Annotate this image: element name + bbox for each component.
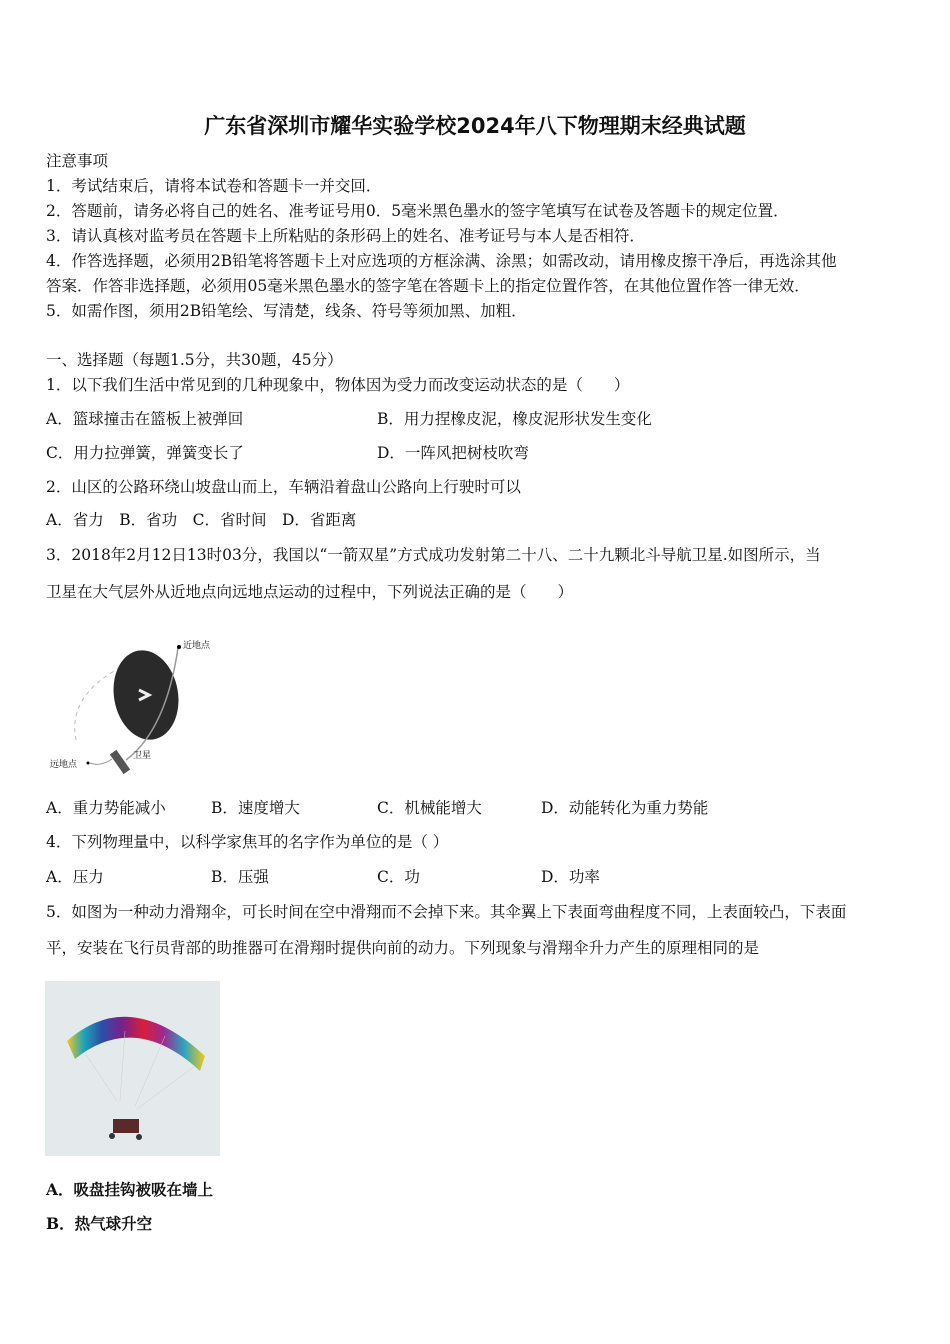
option-a: A．篮球撞击在篮板上被弹回: [46, 410, 244, 428]
question-5: 5．如图为一种动力滑翔伞，可长时间在空中滑翔而不会掉下来。其伞翼上下表面弯曲程度不同，上表面较凸，下表面: [46, 903, 847, 921]
question-3: 3．2018年2月12日13时03分，我国以“一箭双星”方式成功发射第二十八、二十九颗北斗导航卫星.如图所示，当: [46, 546, 821, 564]
option-d: D．一阵风把树枝吹弯: [377, 444, 529, 462]
option-a: A．压力: [46, 868, 104, 886]
notice-item: 5．如需作图，须用2B铅笔绘、写清楚，线条、符号等须加黑、加粗．: [46, 302, 527, 320]
options-line: A．省力 B．省功 C．省时间 D．省距离: [46, 511, 357, 529]
option-d: D．功率: [541, 868, 600, 886]
option-b: B．压强: [211, 868, 269, 886]
section-heading: 一、选择题（每题1.5分，共30题，45分）: [46, 351, 343, 369]
option-b: B．速度增大: [211, 799, 300, 817]
figure-label-bottom: 远地点: [50, 760, 78, 770]
question-2: 2．山区的公路环绕山坡盘山而上，车辆沿着盘山公路向上行驶时可以: [46, 478, 521, 496]
question-4: 4．下列物理量中，以科学家焦耳的名字作为单位的是（ ）: [46, 833, 449, 851]
figure-label-top: 近地点: [183, 641, 211, 651]
page-title: 广东省深圳市耀华实验学校2024年八下物理期末经典试题: [204, 114, 746, 138]
option-a: A．吸盘挂钩被吸在墙上: [46, 1180, 214, 1199]
notice-heading: 注意事项: [46, 152, 109, 170]
question-3-cont: 卫星在大气层外从近地点向远地点运动的过程中，下列说法正确的是（ ）: [46, 583, 574, 601]
option-b: B．用力捏橡皮泥，橡皮泥形状发生变化: [377, 410, 652, 428]
option-b: B．热气球升空: [46, 1214, 153, 1233]
option-d: D．动能转化为重力势能: [541, 799, 709, 817]
option-c: C．功: [377, 868, 420, 886]
paraglider-photo: [45, 981, 220, 1156]
option-a: A．重力势能减小: [46, 799, 166, 817]
notice-item: 4．作答选择题，必须用2B铅笔将答题卡上对应选项的方框涂满、涂黑；如需改动，请用橡皮擦干净后，再选涂其他: [46, 252, 837, 270]
notice-item: 3．请认真核对监考员在答题卡上所粘贴的条形码上的姓名、准考证号与本人是否相符．: [46, 227, 645, 245]
question-5-cont: 平，安装在飞行员背部的助推器可在滑翔时提供向前的动力。下列现象与滑翔伞升力产生的原理相同的是: [46, 939, 760, 957]
notice-item: 答案．作答非选择题，必须用05毫米黑色墨水的签字笔在答题卡上的指定位置作答，在其他位置作答一律无效．: [46, 277, 810, 295]
notice-item: 2．答题前，请务必将自己的姓名、准考证号用0．5毫米黑色墨水的签字笔填写在试卷及答题卡的规定位置．: [46, 202, 789, 220]
figure-label-satellite: 卫星: [133, 751, 152, 761]
question-1: 1．以下我们生活中常见到的几种现象中，物体因为受力而改变运动状态的是（ ）: [46, 376, 630, 394]
option-c: C．用力拉弹簧，弹簧变长了: [46, 444, 244, 462]
option-c: C．机械能增大: [377, 799, 482, 817]
satellite-orbit-figure: [46, 630, 226, 780]
notice-item: 1．考试结束后，请将本试卷和答题卡一并交回．: [46, 177, 382, 195]
